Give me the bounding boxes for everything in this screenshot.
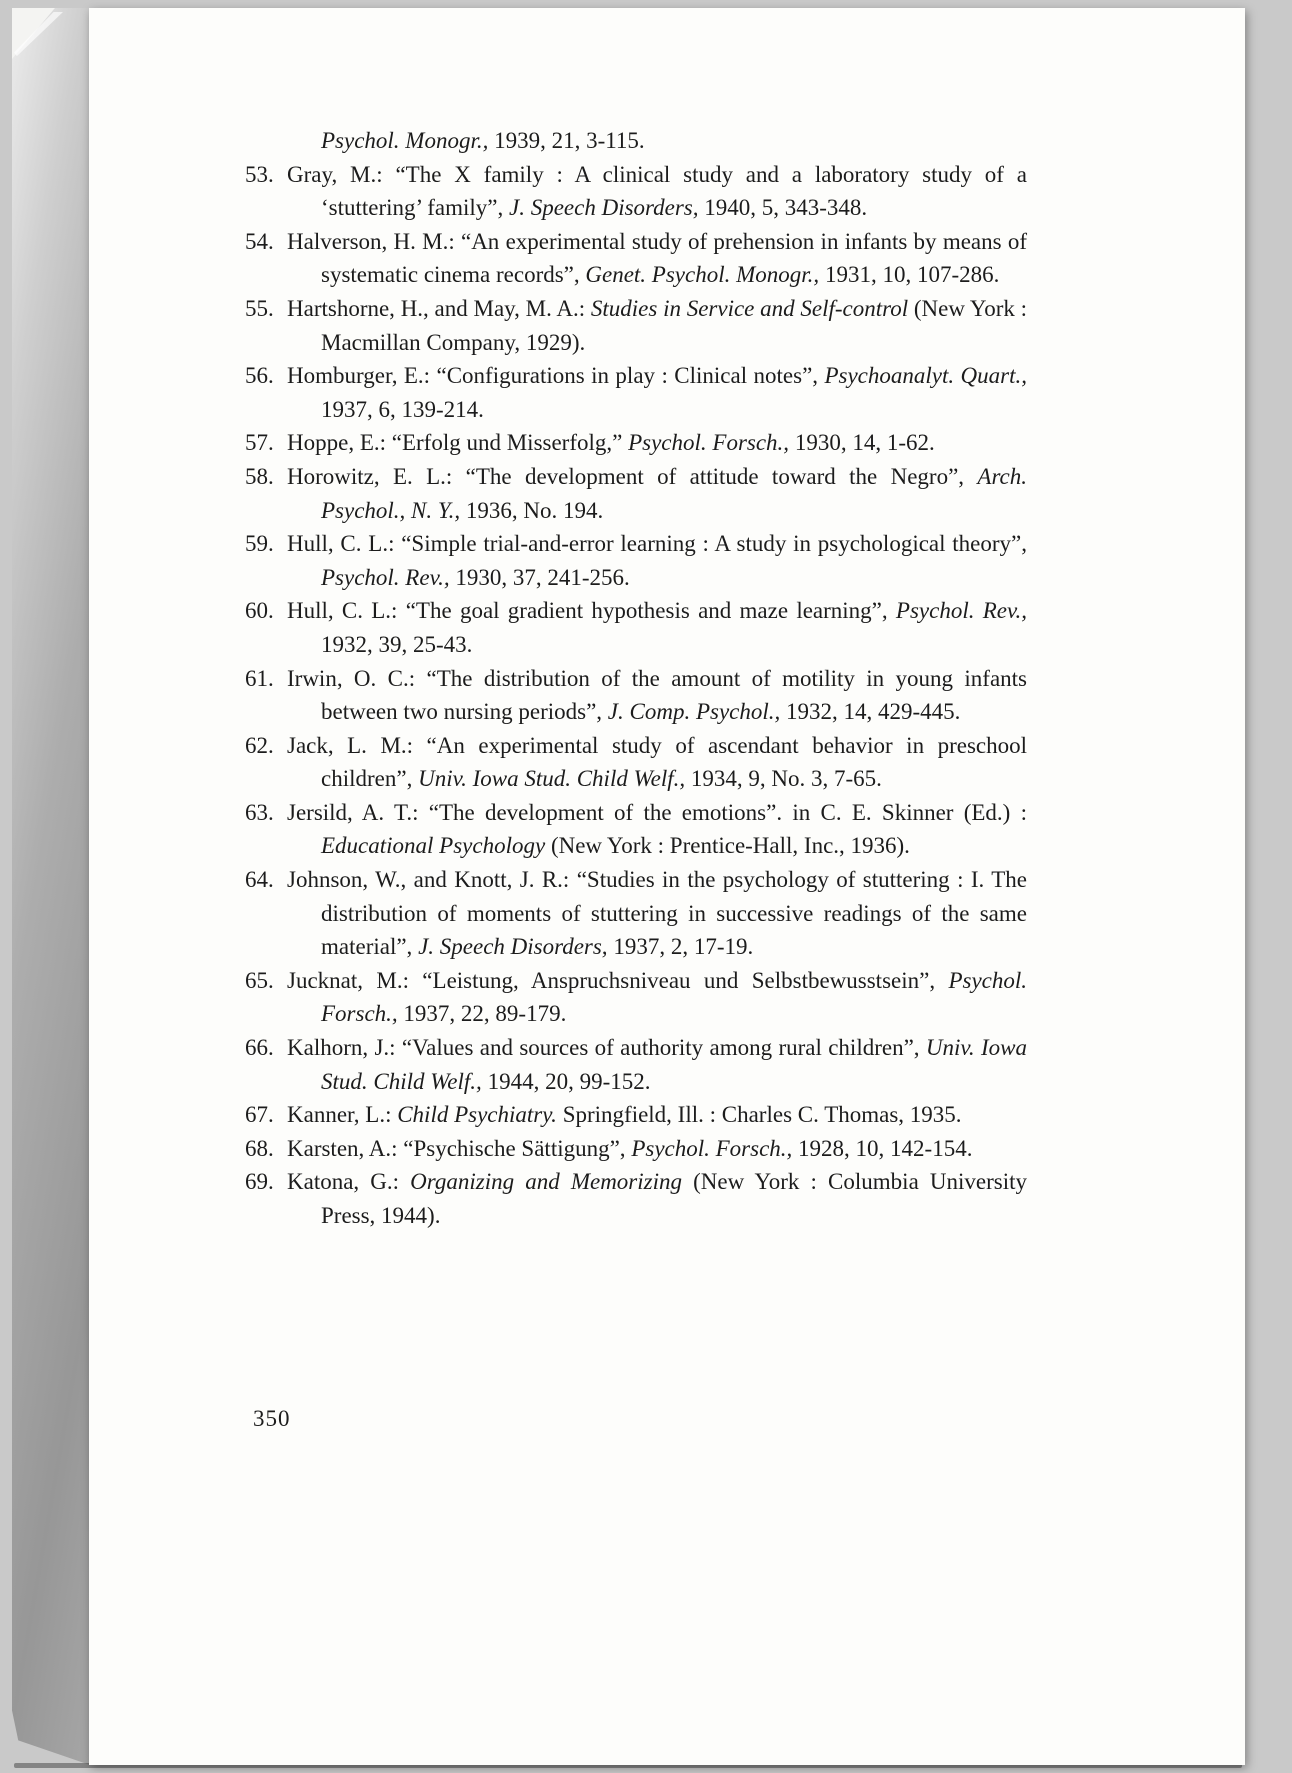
reference-entry <box>245 1132 1027 1166</box>
journal-or-book-title: Arch. Psychol., N. Y., <box>321 463 1027 523</box>
journal-or-book-title: Univ. Iowa Stud. Child Welf., <box>418 766 686 792</box>
reference-number: 68. <box>245 1135 274 1161</box>
reference-entry <box>245 158 1027 225</box>
reference-number: 55. <box>245 295 274 321</box>
reference-text: 1931, 10, 107-286. <box>819 262 1000 288</box>
reference-text: Jersild, A. T.: “The development of the emotions”. in C. E. Skinner (Ed.) : <box>287 799 1027 825</box>
reference-entry <box>245 1098 1027 1132</box>
reference-number: 66. <box>245 1035 274 1061</box>
reference-number: 59. <box>245 531 274 557</box>
journal-or-book-title: Psychoanalyt. Quart., <box>824 363 1027 389</box>
reference-text: 1939, 21, 3-115. <box>488 128 645 153</box>
reference-number: 64. <box>245 867 274 893</box>
reference-entry <box>245 292 1027 359</box>
reference-text: (New York : Prentice-Hall, Inc., 1936). <box>545 833 910 859</box>
reference-text: 1944, 20, 99-152. <box>481 1068 651 1094</box>
reference-text: Halverson, H. M.: “An experimental study of prehension in infants by means of systematic cinema records”, <box>287 228 1027 288</box>
journal-or-book-title: Studies in Service and Self-control <box>590 295 909 321</box>
reference-entry <box>245 863 1027 964</box>
journal-or-book-title: Genet. Psychol. Monogr., <box>585 262 820 288</box>
reference-entry <box>245 527 1027 594</box>
reference-text: Johnson, W., and Knott, J. R.: “Studies in the psychology of stuttering : I. The distribution of moments of stuttering in successive readings of the same material”, <box>287 867 1027 960</box>
journal-or-book-title: J. Speech Disorders, <box>418 934 608 960</box>
journal-or-book-title: Psychol. Rev., <box>321 564 450 590</box>
journal-or-book-title: Organizing and Memorizing <box>410 1169 682 1195</box>
reference-entry <box>245 964 1027 1031</box>
journal-or-book-title: Psychol. Forsch., <box>321 967 1027 1027</box>
reference-number: 56. <box>245 363 274 389</box>
reference-text: 1932, 39, 25-43. <box>321 631 473 657</box>
reference-number: 63. <box>245 799 274 825</box>
journal-or-book-title: Psychol. Forsch., <box>628 430 790 456</box>
reference-text: Hartshorne, H., and May, M. A.: <box>287 295 591 321</box>
reference-text: Springfield, Ill. : Charles C. Thomas, 1935. <box>556 1102 962 1128</box>
journal-or-book-title: Psychol. Monogr., <box>321 128 489 153</box>
reference-text: Homburger, E.: “Configurations in play : Clinical notes”, <box>287 363 825 389</box>
reference-number: 69. <box>245 1169 274 1195</box>
reference-entry <box>245 662 1027 729</box>
reference-number: 58. <box>245 463 274 489</box>
reference-number: 67. <box>245 1102 274 1128</box>
journal-or-book-title: Psychol. Forsch., <box>631 1135 793 1161</box>
reference-entry <box>245 426 1027 460</box>
journal-or-book-title: J. Comp. Psychol., <box>607 699 781 725</box>
reference-number: 57. <box>245 430 274 456</box>
journal-or-book-title: Child Psychiatry. <box>397 1102 557 1128</box>
reference-number: 54. <box>245 228 274 254</box>
journal-or-book-title: Educational Psychology <box>321 833 546 859</box>
reference-text: (New York : Columbia University Press, 1944). <box>321 1169 1027 1228</box>
reference-text: Kanner, L.: <box>287 1102 398 1128</box>
reference-text: Jucknat, M.: “Leistung, Anspruchsniveau und Selbstbewusstsein”, <box>287 967 949 993</box>
reference-text: Horowitz, E. L.: “The development of attitude toward the Negro”, <box>287 463 978 489</box>
reference-text: Jack, L. M.: “An experimental study of ascendant behavior in preschool children”, <box>287 732 1027 792</box>
reference-entry <box>245 594 1027 661</box>
journal-or-book-title: Psychol. Rev., <box>895 598 1027 624</box>
book-page <box>89 8 1245 1765</box>
reference-entry <box>245 460 1027 527</box>
reference-text: 1932, 14, 429-445. <box>780 699 961 725</box>
reference-text: Gray, M.: “The X family : A clinical study and a laboratory study of a ‘stuttering’ family”, <box>287 161 1027 221</box>
reference-text: 1930, 37, 241-256. <box>449 564 630 590</box>
reference-continuation <box>245 124 1027 158</box>
reference-number: 53. <box>245 161 274 187</box>
reference-text: Katona, G.: <box>287 1169 411 1195</box>
reference-number: 61. <box>245 665 274 691</box>
reference-entry <box>245 796 1027 863</box>
reference-list <box>245 124 1027 1233</box>
reference-text: Hull, C. L.: “The goal gradient hypothesis and maze learning”, <box>287 598 896 624</box>
reference-text: 1928, 10, 142-154. <box>792 1135 973 1161</box>
reference-text: 1937, 2, 17-19. <box>607 934 754 960</box>
reference-text: (New York : Macmillan Company, 1929). <box>321 295 1027 355</box>
reference-text: 1930, 14, 1-62. <box>789 430 935 456</box>
reference-text: 1936, No. 194. <box>460 497 604 523</box>
reference-text: Irwin, O. C.: “The distribution of the amount of motility in young infants between two nursing periods”, <box>287 665 1027 725</box>
reference-text: Hull, C. L.: “Simple trial-and-error learning : A study in psychological theory”, <box>287 531 1027 557</box>
reference-text: 1937, 22, 89-179. <box>397 1001 567 1027</box>
reference-number: 60. <box>245 598 274 624</box>
reference-number: 62. <box>245 732 274 758</box>
reference-entry <box>245 1165 1027 1232</box>
reference-number: 65. <box>245 967 274 993</box>
reference-text: Hoppe, E.: “Erfolg und Misserfolg,” <box>287 430 629 456</box>
reference-entry <box>245 729 1027 796</box>
book-spine-edge <box>12 8 90 1765</box>
journal-or-book-title: Univ. Iowa Stud. Child Welf., <box>321 1035 1027 1094</box>
reference-entry <box>245 359 1027 426</box>
reference-entry <box>245 1031 1027 1098</box>
reference-text: Kalhorn, J.: “Values and sources of authority among rural children”, <box>287 1035 926 1061</box>
page-number: 350 <box>253 1406 291 1431</box>
reference-text: 1940, 5, 343-348. <box>698 195 868 221</box>
reference-text: Karsten, A.: “Psychische Sättigung”, <box>287 1135 632 1161</box>
journal-or-book-title: J. Speech Disorders, <box>509 195 699 221</box>
reference-entry <box>245 225 1027 292</box>
reference-text: 1934, 9, No. 3, 7-65. <box>685 766 882 792</box>
reference-text: 1937, 6, 139-214. <box>321 396 484 422</box>
